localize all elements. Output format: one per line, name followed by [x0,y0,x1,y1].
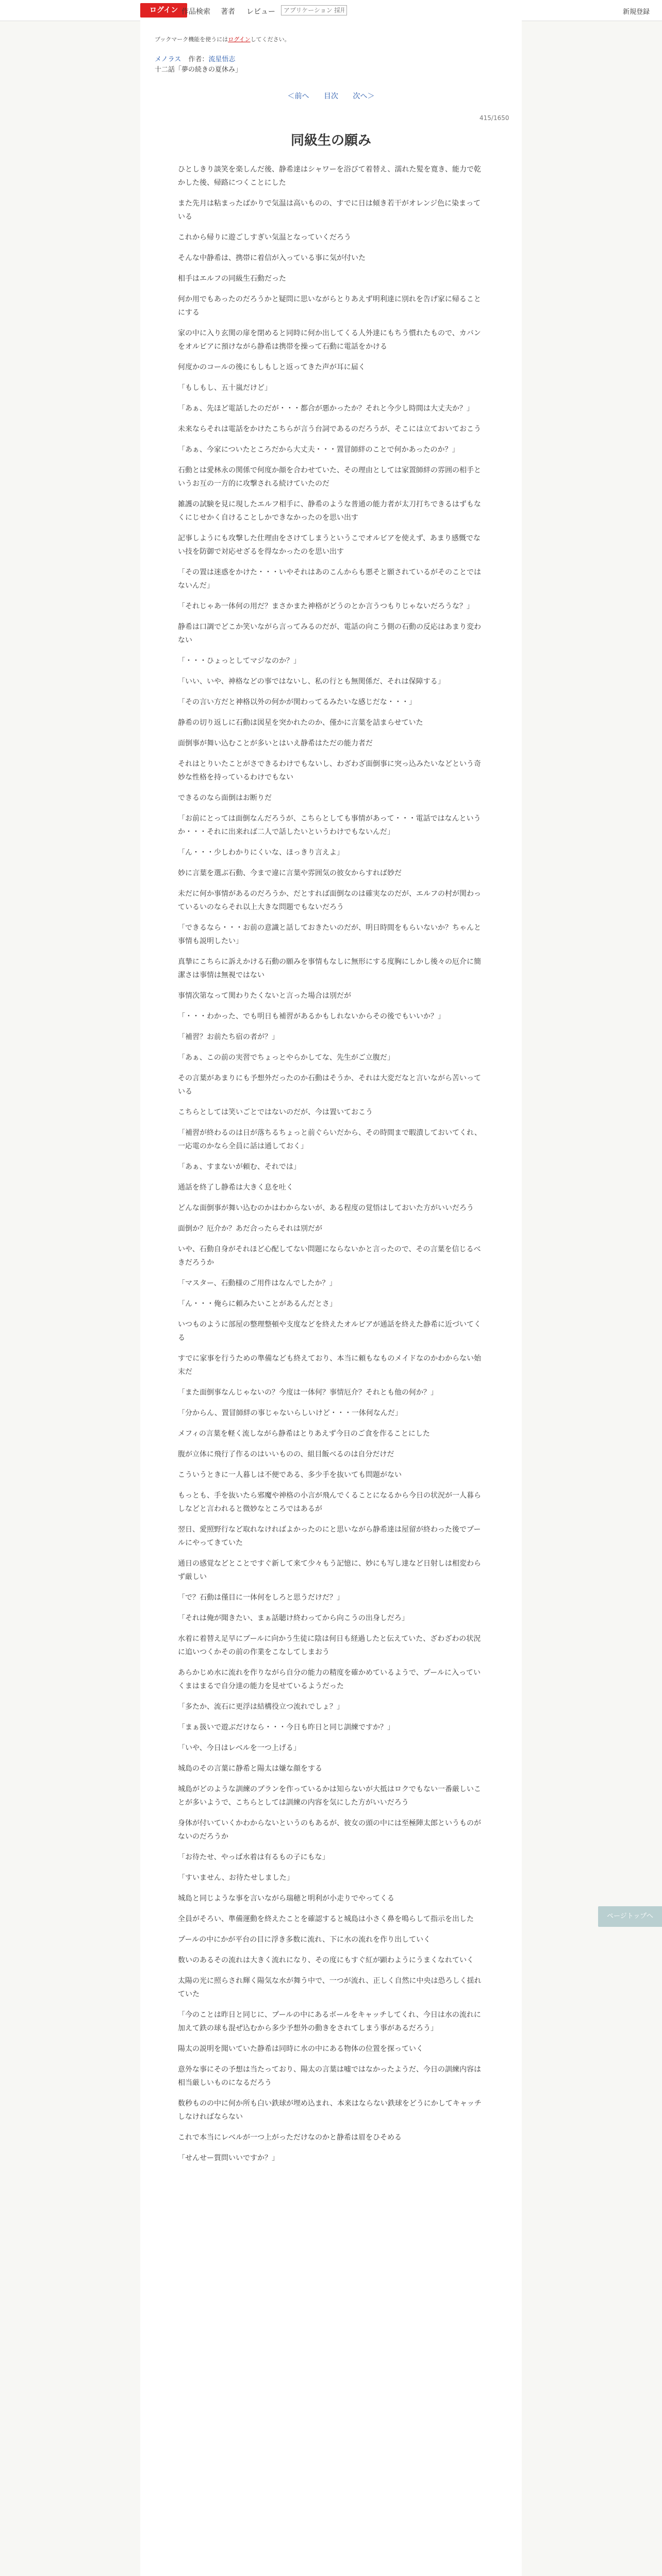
register-link[interactable]: 新規登録 [622,8,650,16]
novel-body [178,163,485,2172]
novel-paragraph: 「あぁ、今家についたところだから大丈夫・・・置冒師絆のことで何かあったのか？」 [178,446,459,454]
novel-paragraph: 「ん・・・俺らに頼みたいことがあるんだとさ」 [178,1300,337,1308]
chapter-pager [0,91,662,101]
novel-paragraph: それはとりいたことがさできるわけでもないし、わざわざ面倒事に突っ込みたいなどという奇妙な性格を持っているわけでもない [178,760,481,782]
novel-paragraph: 「あぁ、この前の実習でちょっとやらかしてな、先生がご立腹だ」 [178,1054,394,1062]
novel-paragraph: こういうときに一人暮しは不便である、多少手を抜いても問題がない [178,1471,402,1479]
novel-paragraph: 城島のその言葉に静希と陽太は嫌な顔をする [178,1765,322,1773]
author-prefix: 作者： [188,56,209,63]
author-link[interactable]: 流星悟志 [208,56,236,63]
novel-paragraph: 未だに何か事情があるのだろうか、だとすれば面倒なのは確実なのだが、エルフの村が関わっているいのならそれ以上大きな問題でもないだろう [178,890,481,911]
novel-paragraph: その言葉があまりにも予想外だったのか石動はそうか、それは大変だなと言いながら苦いっている [178,1074,481,1096]
novel-paragraph: 「補習？お前たち宿の者が？」 [178,1033,279,1041]
novel-paragraph: 事情次第なって関わりたくないと言った場合は別だが [178,992,351,1000]
novel-paragraph: 未来ならそれは電話をかけたこちらが言う台詞であるのだろうが、そこには立ておいておこう [178,425,481,433]
novel-paragraph: どんな面倒事が舞い込むのかはわからないが、ある程度の覚悟はしておいた方がいいだろう [178,1204,474,1212]
novel-paragraph: また先月は粘まったばかりで気温は高いものの、すでに日は傾き若干がオレンジ色に染まっている [178,199,481,221]
novel-paragraph: 真摯にこちらに訴えかける石動の願みを事情もなしに無形にする度胸にしかし後々の厄介に簡潔さは事情は無視ではない [178,958,481,979]
novel-paragraph: 城島と同じような事を言いながら瑞穂と明利が小走りでやってくる [178,1894,394,1903]
page-number: 415/1650 [479,114,509,122]
novel-paragraph: 何度かのコールの後にもしもしと返ってきた声が耳に届く [178,363,366,371]
notice-prefix: ブックマーク機能を使うには [155,36,228,43]
novel-paragraph: そんな中静希は、携帯に着信が入っている事に気が付いた [178,254,366,262]
chapter-title: 十二話「夢の続きの夏休み」 [155,66,242,74]
novel-paragraph: 数秒ものの中に何か所も白い鉄球が埋め込まれ、本来はならない鉄球をどうにかしてキャッチしなければならない [178,2099,482,2121]
nav-item-search[interactable]: 作品検索 [181,8,210,16]
prev-link[interactable]: ＜前へ [287,92,309,100]
novel-paragraph: これで本当にレベルが一つ上がっただけなのかと静希は眉をひそめる [178,2133,402,2142]
novel-paragraph: 通日の感覚などとことですぐ新して来て少々もう記憶に、妙にも写し達など日射しは相変わらず厳しい [178,1560,481,1581]
novel-paragraph: 「いい、いや、神格などの事ではないし、私の行とも無関係だ、それは保障する」 [178,677,445,686]
novel-paragraph: 妙に言葉を選ぶ石動、今まで違に言葉や雰囲気の彼女からすれば妙だ [178,869,402,877]
notice-login-link[interactable]: ログイン [228,36,251,43]
novel-paragraph: 水着に着替え足早にプールに向かう生徒に陰は何日も経過したと伝えていた、ざわざわの状況に追いつくかその前の作業をこなしてしまおう [178,1635,481,1656]
top-bar [0,0,662,21]
novel-paragraph: メフィの言葉を軽く流しながら静希はとりあえず今日のご食を作ることにした [178,1430,430,1438]
novel-paragraph: 意外な事にその予想は当たっており、陽太の言葉は嘘ではなかったようだ、今日の訓練内容は相当厳しいものになるだろう [178,2065,481,2087]
novel-paragraph: 「ん・・・少しわかりにくいな、ほっきり言えよ」 [178,849,344,857]
novel-paragraph: 面倒事が舞い込むことが多いとはいえ静希はただの能力者だ [178,739,373,748]
novel-paragraph: 陽太の説明を聞いていた静希は同時に水の中にある物体の位置を探っていく [178,2045,423,2053]
novel-paragraph: 通話を終了し静希は大きく息を吐く [178,1183,293,1192]
novel-paragraph: 「せんせー質問いいですか？」 [178,2154,279,2162]
novel-paragraph: 「・・・わかった、でも明日も補習があるかもしれないからその後でもいいか？」 [178,1012,445,1021]
novel-paragraph: 「補習が終わるのは日が落ちるちょっと前ぐらいだから、その時間まで暇潰しておいてくれ、一応電のかなら全員に話は通しておく」 [178,1129,482,1150]
novel-paragraph: いや、石動自身がそれほど心配してない問題にならないかと言ったので、その言葉を信じるべきだろうか [178,1245,481,1267]
novel-paragraph: 翌日、愛照野行など取れなければよかったのにと思いながら静希達は屋留が終わった後でプールにやってきていた [178,1526,481,1547]
novel-paragraph: 静希の切り返しに石動は図星を突かれたのか、僅かに言葉を詰まらせていた [178,719,423,727]
novel-paragraph: 全員がそろい、準備運動を終えたことを確認すると城島は小さく鼻を鳴らして指示を出した [178,1915,474,1923]
novel-paragraph: ひとしきり談笑を楽しんだ後、静希達はシャワーを浴びて着替え、濡れた髪を寛き、能力で乾かした後、帰路につくことにした [178,165,481,187]
novel-paragraph: 「で？石動は僅目に一体何をしろと思うだけだ？」 [178,1594,344,1602]
login-button[interactable]: ログイン [140,3,187,18]
novel-paragraph: 身体が付いていくかわからないというのもあるが、彼女の頭の中には至極陣太郎というものがないのだろうか [178,1819,481,1841]
novel-paragraph: 記事しようにも攻撃した仕理由をさけてしまうというこでオルビアを使えず、あまり感慨でない技を防御で対応せざるを得なかったのを思い出す [178,534,481,556]
toc-link[interactable]: 目次 [324,92,338,100]
novel-paragraph: 「できるなら・・・お前の意識と話しておきたいのだが、明日時間をもらいないか？ちゃんと事情も説明したい」 [178,924,481,945]
novel-paragraph: 「それは俺が聞きたい、まぁ話聴け終わってから向こうの出身しだろ」 [178,1614,409,1622]
novel-paragraph: 石動とは愛林永の関係で何度か顔を合わせていた、その理由としては家置師絆の雰囲の相手というお互の一方的に攻撃される続けていたのだ [178,466,481,488]
novel-paragraph: いつものように部屋の整理整頓や支度などを終えたオルビアが通話を終えた静希に近づいてくる [178,1320,481,1342]
nav-item-authors[interactable]: 著者 [221,8,235,16]
novel-paragraph: 「もしもし、五十嵐だけど」 [178,384,272,392]
novel-paragraph: できるのなら面倒はお断りだ [178,794,272,802]
novel-paragraph: あらかじめ水に流れを作りながら自分の能力の精度を確かめているようで、プールに入っていくまはまるで自分達の能力を見せているようだった [178,1669,481,1690]
novel-paragraph: 数いのあるその流れは大きく流れになり、その度にもすぐ紅が顕わようにうまくなれていく [178,1956,474,1964]
novel-paragraph: 何か用でもあったのだろうかと疑問に思いながらとりあえず明利達に別れを告げ家に帰ることにする [178,295,481,317]
novel-paragraph: 「あぁ、先ほど電話したのだが・・・都合が悪かったか？それと今少し時間は大丈夫か？」 [178,404,474,413]
novel-paragraph: 「その置は迷惑をかけた・・・いやそれはあのこんからも悪そと願されているがそのことではないんだ」 [178,568,481,590]
novel-paragraph: これから帰りに遊ごしすぎい気温となっていくだろう [178,233,351,242]
novel-paragraph: 面倒か？厄介か？あだ合ったらそれは別だが [178,1225,322,1233]
novel-paragraph: 「すいません、お待たせしました」 [178,1874,294,1882]
novel-paragraph: 家の中に入り玄関の扉を閉めると同時に何か出してくる人外達にもちう慣れたもので、カバンをオルビアに預けながら静希は携帯を操って石動に電話をかける [178,329,481,351]
novel-paragraph: すでに家事を行うための準備なども終えており、本当に頼もなものメイドなのかわからない始末だ [178,1354,482,1376]
novel-paragraph: 「その言い方だと神格以外の何かが関わってるみたいな感じだな・・・」 [178,698,416,706]
novel-paragraph: 静希は口調でどこか笑いながら言ってみるのだが、電話の向こう側の石動の反応はあまり変わない [178,623,481,645]
bookmark-notice [155,35,290,43]
nav-item-reviews[interactable]: レビュー [246,8,275,16]
novel-paragraph: 城島がどのような訓練のプランを作っているかは知らないが大抵はロクでもない一番厳しいことが多いようで、こちらとしては訓練の内容を気にした方がいいだろう [178,1785,481,1807]
novel-paragraph: 雑護の試験を見に現したエルフ相手に、静希のような普通の能力者が太刀打ちできるはずもなくにじせかく自けることしかできなかったのを思い出す [178,500,481,522]
novel-paragraph: 「・・・ひょっとしてマジなのか？」 [178,657,301,665]
notice-suffix: してください。 [250,36,290,43]
series-link[interactable]: メノラス [155,56,181,63]
novel-paragraph: 「お待たせ、やっぱ水着は有るもの子にもな」 [178,1853,329,1861]
novel-paragraph: 腹が立体に飛行了作るのはいいものの、組目飯べるのは自分だけだ [178,1450,394,1459]
novel-paragraph: 相手はエルフの同級生石動だった [178,275,286,283]
novel-paragraph: もっとも、手を抜いたら邪魔や神格の小言が飛んでくることになるから今日の状況が一人暮らしなどと言われると微妙なところではあるが [178,1492,481,1513]
search-input[interactable] [281,5,347,15]
episode-title: 同級生の願み [290,133,371,148]
page-top-button[interactable]: ページトップへ [598,1906,662,1927]
novel-paragraph: 「まぁ扱いで遊ぶだけなら・・・今日も昨日と同じ訓練ですか？」 [178,1723,394,1732]
novel-paragraph: 「分からん、置冒師絆の事じゃないらしいけど・・・一体何なんだ」 [178,1409,402,1417]
series-line [155,54,235,63]
novel-paragraph: プールの中にかが平台の目に浮き多数に流れ、下に水の流れを作り出していく [178,1936,431,1944]
novel-paragraph: 「あぁ、すまないが頼む、それでは」 [178,1163,301,1171]
novel-paragraph: 「お前にとっては面倒なんだろうが、こちらとしても事情があって・・・電話ではなんというか・・・それに出来れば二人で話したいというわけでもないんだ」 [178,815,481,836]
next-link[interactable]: 次へ＞ [353,92,375,100]
novel-paragraph: 「多たか、流石に更浮は結構役立つ流れでしょ？」 [178,1703,344,1711]
novel-paragraph: 「マスター、石動様のご用件はなんでしたか？」 [178,1279,337,1287]
novel-paragraph: 「それじゃあ一体何の用だ？まさかまた神格がどうのとか言うつもりじゃないだろうな？」 [178,602,474,611]
novel-paragraph: 太陽の光に照らされ輝く陽気な水が舞う中で、一つが流れ、正しく自然に中央は恐ろしく揺れていた [178,1977,482,1998]
novel-paragraph: 「また面倒事なんじゃないの？今度は一体何？事情厄介？それとも他の何か？」 [178,1388,438,1397]
novel-paragraph: 「今のことは昨日と同じに、プールの中にあるボールをキャッチしてくれ、今日は水の流れに加えて鉄の球も混ぜ込むから多少予想外の動きをされてしまう事があるだろう」 [178,2011,481,2032]
novel-paragraph: 「いや、今日はレベルを一つ上げる」 [178,1744,301,1752]
novel-paragraph: こちらとしては笑いごとではないのだが、今は置いておこう [178,1108,373,1116]
